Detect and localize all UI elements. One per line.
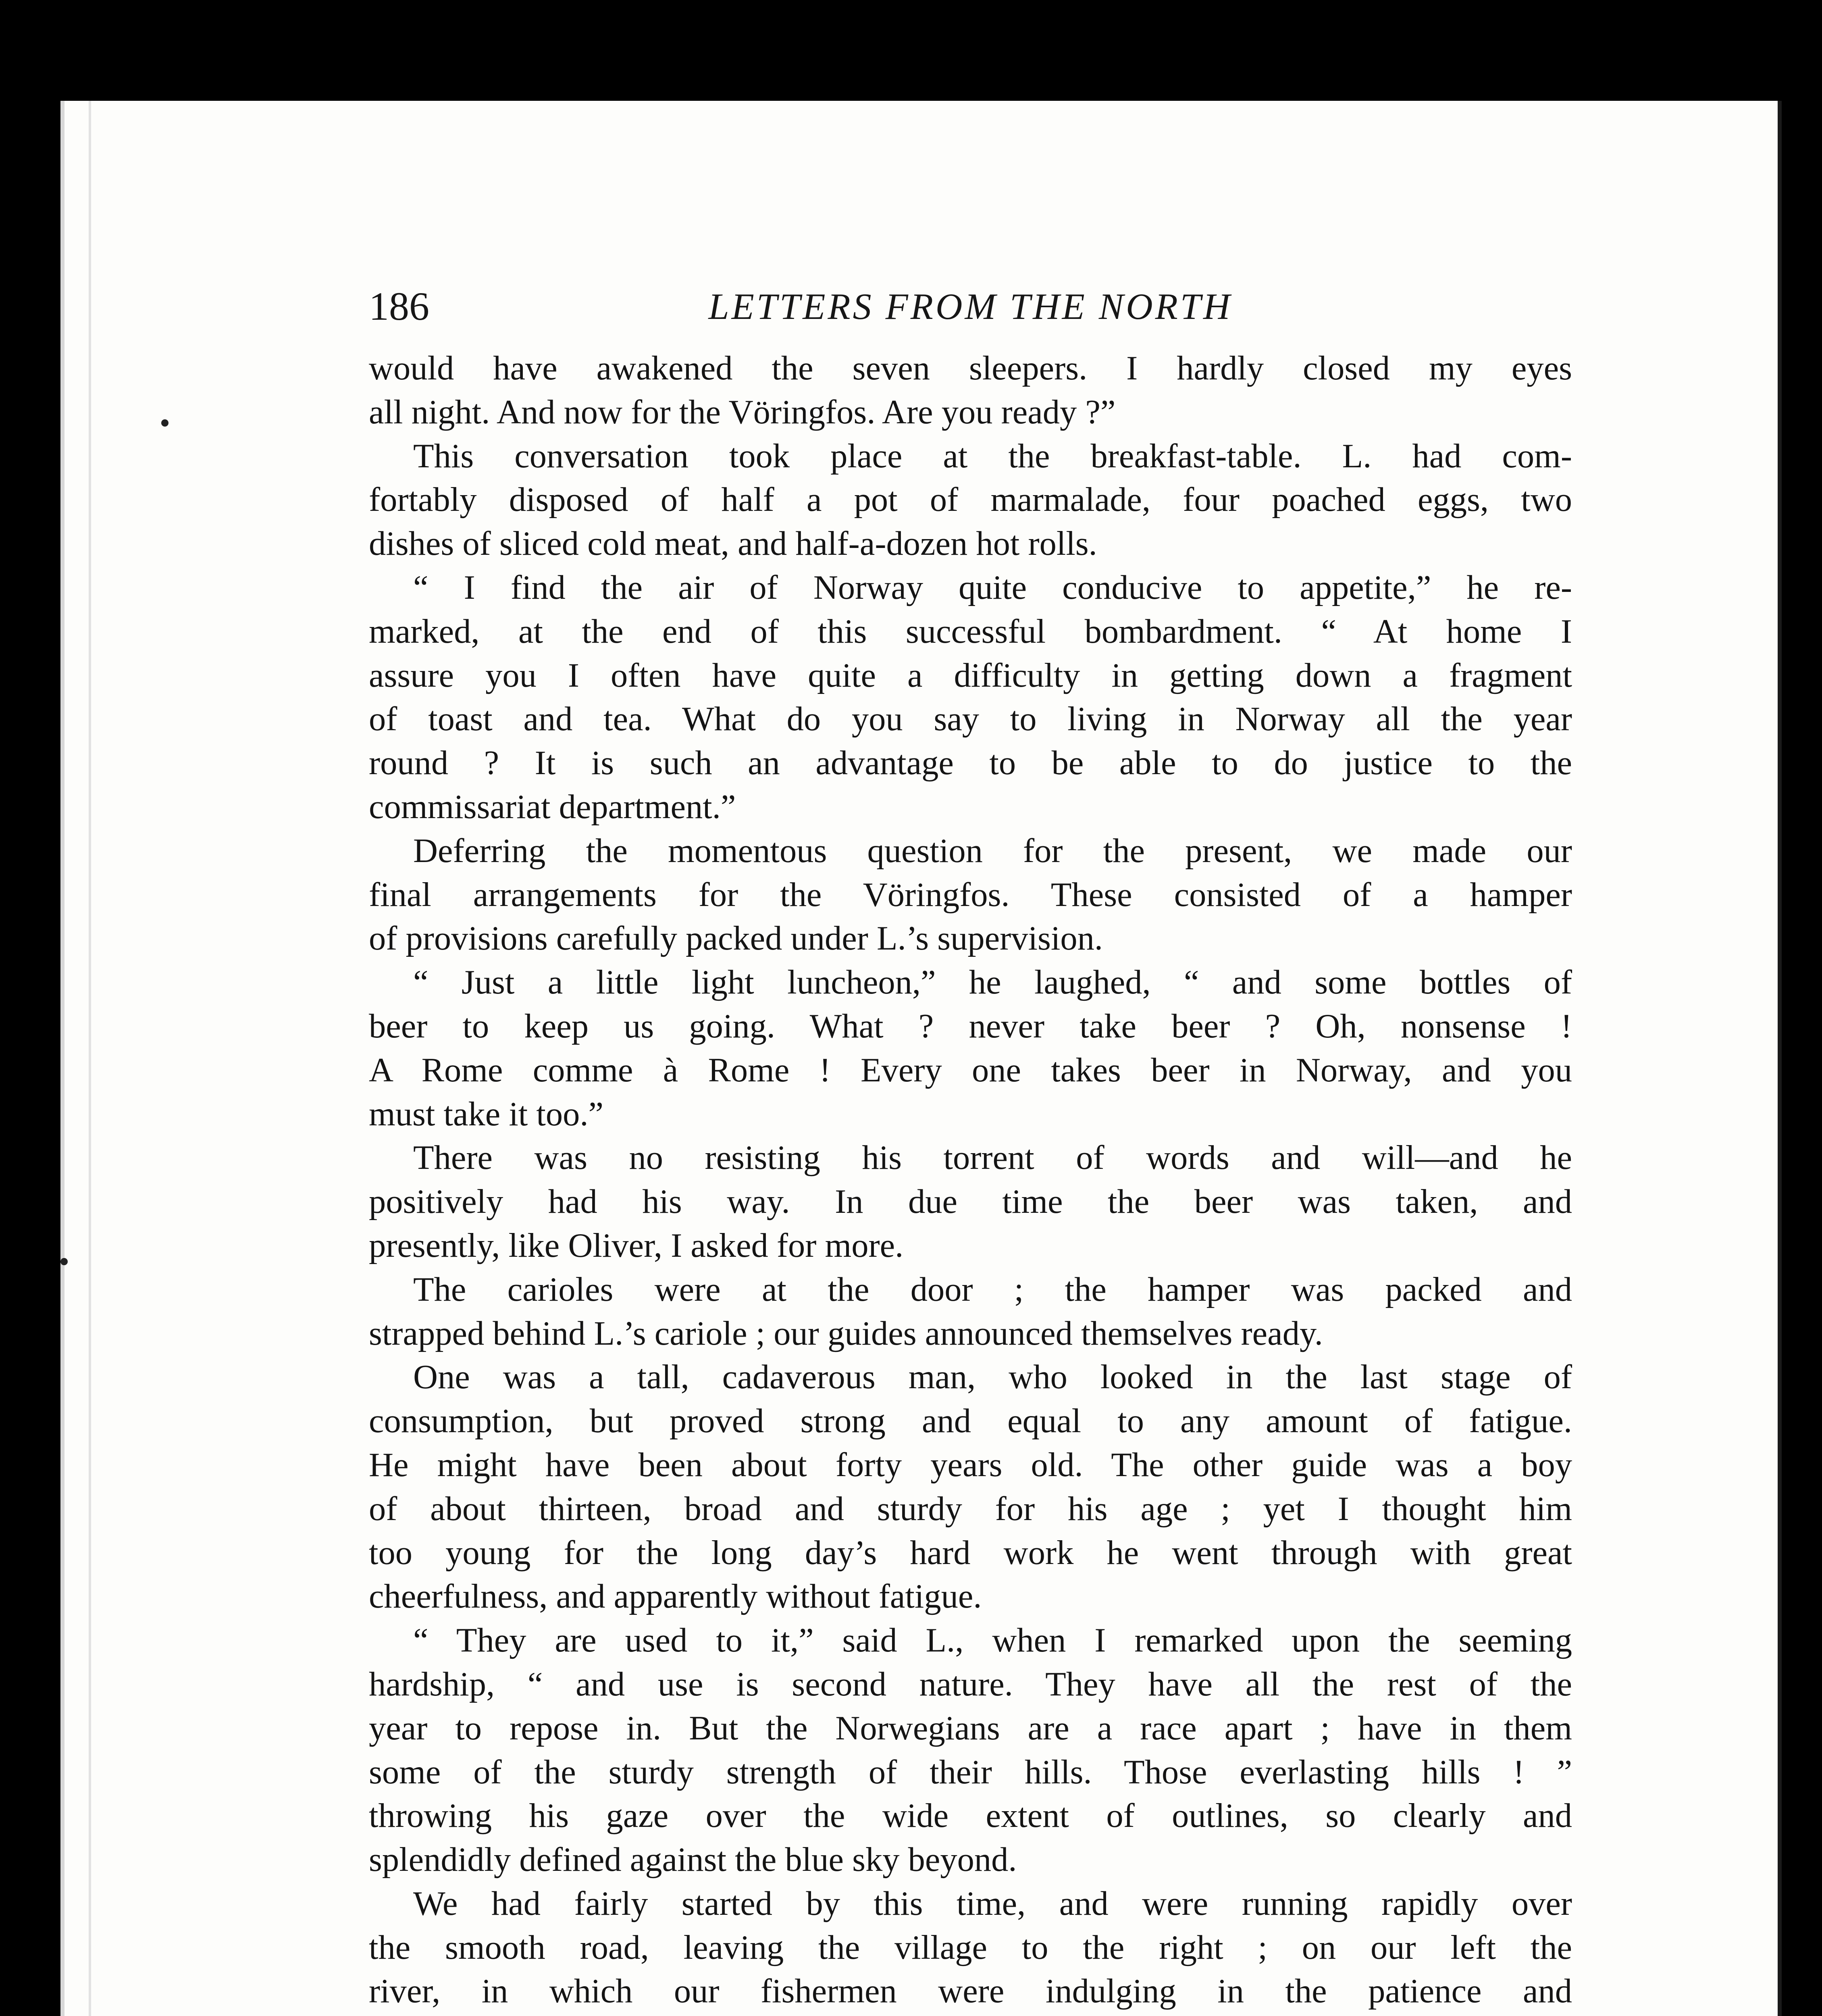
text-line: presently, like Oliver, I asked for more. (369, 1227, 904, 1264)
text-line: commissariat department.” (369, 788, 736, 826)
page-speck (60, 1258, 68, 1265)
text-line: A Rome comme à Rome ! Every one takes beer in Norway, and you (369, 1051, 1572, 1089)
text-line: dishes of sliced cold meat, and half-a-dozen hot rolls. (369, 525, 1097, 563)
text-line: Deferring the momentous question for the present, we made our (413, 832, 1572, 870)
text-line: positively had his way. In due time the beer was taken, and (369, 1183, 1572, 1221)
page-speck (161, 419, 168, 427)
text-line: of toast and tea. What do you say to living in Norway all the year (369, 700, 1572, 738)
text-line: marked, at the end of this successful bombardment. “ At home I (369, 612, 1572, 650)
text-line: round ? It is such an advantage to be able to do justice to the (369, 744, 1572, 782)
text-line (369, 2014, 1572, 2016)
text-line: The carioles were at the door ; the hamper was packed and (413, 1270, 1572, 1308)
text-line: consumption, but proved strong and equal to any amount of fatigue. (369, 1402, 1572, 1440)
text-line: He might have been about forty years old. The other guide was a boy (369, 1446, 1572, 1484)
text-line: some of the sturdy strength of their hills. Those everlasting hills ! ” (369, 1753, 1572, 1791)
text-line: hardship, “ and use is second nature. They have all the rest of the (369, 1665, 1572, 1703)
text-line: We had fairly started by this time, and were running rapidly over (413, 1885, 1572, 1922)
text-line: of about thirteen, broad and sturdy for his age ; yet I thought him (369, 1490, 1572, 1528)
text-line: assure you I often have quite a difficulty in getting down a fragment (369, 656, 1572, 694)
text-line: strapped behind L.’s cariole ; our guides announced themselves ready. (369, 1314, 1323, 1352)
text-line: final arrangements for the Vöringfos. These consisted of a hamper (369, 876, 1572, 914)
text-line: splendidly defined against the blue sky beyond. (369, 1841, 1017, 1879)
body-text (369, 347, 1572, 2016)
text-line: There was no resisting his torrent of words and will—and he (413, 1139, 1572, 1177)
text-line: year to repose in. But the Norwegians are a race apart ; have in them (369, 1709, 1572, 1747)
page-gutter (89, 101, 91, 2016)
text-line: all night. And now for the Vöringfos. Are you ready ?” (369, 393, 1116, 431)
running-title: LETTERS FROM THE NORTH (708, 286, 1233, 327)
page-number: 186 (369, 284, 429, 329)
text-line: river, in which our fishermen were indulging in the patience and (369, 1972, 1572, 2010)
text-line: “ They are used to it,” said L., when I remarked upon the seeming (413, 1622, 1572, 1660)
text-line: beer to keep us going. What ? never take beer ? Oh, nonsense ! (369, 1007, 1572, 1045)
text-line: would have awakened the seven sleepers. I hardly closed my eyes (369, 350, 1572, 387)
text-line: cheerfulness, and apparently without fatigue. (369, 1578, 982, 1616)
text-line: fortably disposed of half a pot of marmalade, four poached eggs, two (369, 481, 1572, 519)
text-line: too young for the long day’s hard work he went through with great (369, 1534, 1572, 1572)
text-line: must take it too.” (369, 1095, 604, 1133)
text-line: One was a tall, cadaverous man, who looked in the last stage of (413, 1358, 1572, 1396)
text-line: throwing his gaze over the wide extent of outlines, so clearly and (369, 1797, 1572, 1835)
text-line: of provisions carefully packed under L.’s supervision. (369, 920, 1103, 958)
text-line: “ Just a little light luncheon,” he laughed, “ and some bottles of (413, 964, 1572, 1002)
text-line: This conversation took place at the breakfast-table. L. had com- (413, 437, 1572, 475)
text-line: the smooth road, leaving the village to the right ; on our left the (369, 1929, 1572, 1966)
running-head (369, 278, 1572, 335)
text-line: “ I find the air of Norway quite conducive to appetite,” he re- (413, 569, 1572, 606)
